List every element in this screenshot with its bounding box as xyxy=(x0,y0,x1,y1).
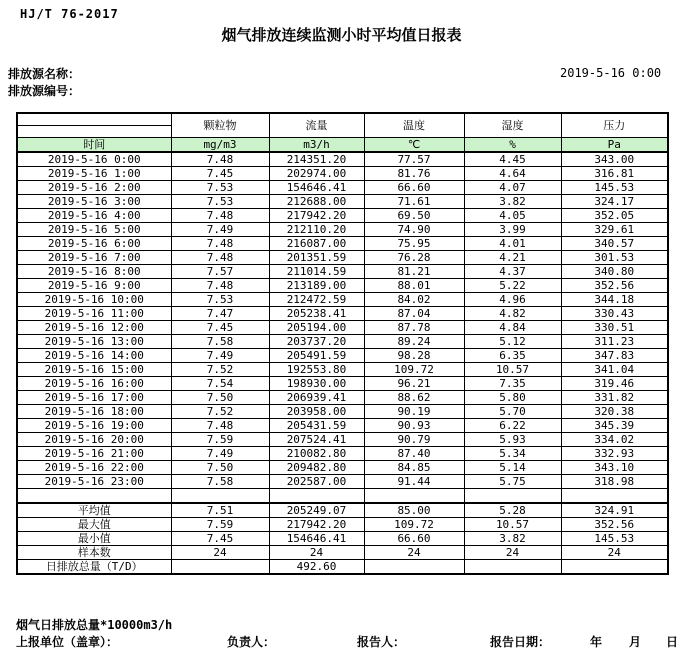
value-cell: 7.54 xyxy=(171,376,269,390)
value-cell: 90.93 xyxy=(364,418,464,432)
time-cell: 2019-5-16 6:00 xyxy=(17,236,171,250)
reporter-label: 报告人： xyxy=(357,635,406,649)
table-row xyxy=(17,194,668,208)
table-row xyxy=(17,474,668,488)
value-cell: 7.59 xyxy=(171,432,269,446)
time-cell: 2019-5-16 19:00 xyxy=(17,418,171,432)
value-cell: 109.72 xyxy=(364,518,464,532)
value-cell: 341.04 xyxy=(561,362,668,376)
value-cell: 81.21 xyxy=(364,264,464,278)
value-cell: 4.82 xyxy=(464,306,561,320)
value-cell: 202974.00 xyxy=(269,166,364,180)
summary-label-cell: 日排放总量（T/D） xyxy=(17,560,171,575)
table-row xyxy=(17,292,668,306)
standard-number: HJ/T 76-2017 xyxy=(20,7,119,21)
value-cell: 324.17 xyxy=(561,194,668,208)
value-cell: 202587.00 xyxy=(269,474,364,488)
table-row xyxy=(17,278,668,292)
time-cell: 2019-5-16 1:00 xyxy=(17,166,171,180)
table-row xyxy=(17,208,668,222)
summary-row xyxy=(17,503,668,518)
value-cell: 301.53 xyxy=(561,250,668,264)
value-cell: 3.99 xyxy=(464,222,561,236)
time-header-cell: 时间 xyxy=(17,137,171,152)
value-cell: 206939.41 xyxy=(269,390,364,404)
value-cell: 212472.59 xyxy=(269,292,364,306)
value-cell: 4.05 xyxy=(464,208,561,222)
table-row xyxy=(17,334,668,348)
header-spacer-cell xyxy=(17,125,171,137)
table-row xyxy=(17,390,668,404)
value-cell: 217942.20 xyxy=(269,518,364,532)
value-cell: 90.79 xyxy=(364,432,464,446)
value-cell: 316.81 xyxy=(561,166,668,180)
value-cell: 214351.20 xyxy=(269,152,364,167)
value-cell: 7.49 xyxy=(171,348,269,362)
value-cell: 24 xyxy=(269,546,364,560)
value-cell: 352.56 xyxy=(561,518,668,532)
value-cell: 344.18 xyxy=(561,292,668,306)
time-cell: 2019-5-16 20:00 xyxy=(17,432,171,446)
value-cell: 192553.80 xyxy=(269,362,364,376)
time-cell: 2019-5-16 9:00 xyxy=(17,278,171,292)
time-cell: 2019-5-16 12:00 xyxy=(17,320,171,334)
value-cell: 7.45 xyxy=(171,320,269,334)
value-cell: 7.48 xyxy=(171,208,269,222)
value-cell: 213189.00 xyxy=(269,278,364,292)
value-cell: 205249.07 xyxy=(269,503,364,518)
value-cell: 88.62 xyxy=(364,390,464,404)
value-cell: 6.22 xyxy=(464,418,561,432)
value-cell: 71.61 xyxy=(364,194,464,208)
value-cell: 203958.00 xyxy=(269,404,364,418)
value-cell: 87.78 xyxy=(364,320,464,334)
value-cell: 7.45 xyxy=(171,166,269,180)
summary-label-cell: 样本数 xyxy=(17,546,171,560)
table-row xyxy=(17,250,668,264)
summary-label-cell: 最大值 xyxy=(17,518,171,532)
value-cell: 4.64 xyxy=(464,166,561,180)
value-cell: 7.50 xyxy=(171,460,269,474)
value-cell: 91.44 xyxy=(364,474,464,488)
time-cell: 2019-5-16 14:00 xyxy=(17,348,171,362)
value-cell: 4.45 xyxy=(464,152,561,167)
value-cell: 10.57 xyxy=(464,518,561,532)
value-cell: 154646.41 xyxy=(269,532,364,546)
table-row xyxy=(17,376,668,390)
value-cell: 210082.80 xyxy=(269,446,364,460)
table-row xyxy=(17,166,668,180)
monitoring-table xyxy=(16,112,669,575)
time-cell: 2019-5-16 18:00 xyxy=(17,404,171,418)
report-datetime: 2019-5-16 0:00 xyxy=(560,66,662,80)
value-cell: 201351.59 xyxy=(269,250,364,264)
blank-separator xyxy=(17,488,668,503)
value-cell: 75.95 xyxy=(364,236,464,250)
value-cell: 205194.00 xyxy=(269,320,364,334)
value-cell: 5.12 xyxy=(464,334,561,348)
source-name-label: 排放源名称： xyxy=(8,67,81,81)
summary-row xyxy=(17,546,668,560)
value-cell: 209482.80 xyxy=(269,460,364,474)
value-cell: 4.37 xyxy=(464,264,561,278)
value-cell: 332.93 xyxy=(561,446,668,460)
value-cell: 7.58 xyxy=(171,474,269,488)
value-cell: 331.82 xyxy=(561,390,668,404)
unit-flow: m3/h xyxy=(269,137,364,152)
report-date-label: 报告日期： xyxy=(490,635,551,649)
value-cell: 81.76 xyxy=(364,166,464,180)
time-cell: 2019-5-16 4:00 xyxy=(17,208,171,222)
value-cell: 145.53 xyxy=(561,532,668,546)
table-row xyxy=(17,180,668,194)
column-header-particulate: 颗粒物 xyxy=(171,113,269,137)
unit-particulate: mg/m3 xyxy=(171,137,269,152)
value-cell: 7.53 xyxy=(171,180,269,194)
value-cell: 5.34 xyxy=(464,446,561,460)
report-unit-label: 上报单位（盖章）： xyxy=(16,635,119,649)
year-label: 年 xyxy=(590,635,603,649)
value-cell: 5.93 xyxy=(464,432,561,446)
value-cell: 7.57 xyxy=(171,264,269,278)
value-cell: 7.50 xyxy=(171,390,269,404)
value-cell: 66.60 xyxy=(364,180,464,194)
summary-row xyxy=(17,532,668,546)
column-header-humidity: 湿度 xyxy=(464,113,561,137)
value-cell: 74.90 xyxy=(364,222,464,236)
value-cell: 84.02 xyxy=(364,292,464,306)
value-cell: 24 xyxy=(364,546,464,560)
value-cell: 87.40 xyxy=(364,446,464,460)
value-cell: 87.04 xyxy=(364,306,464,320)
summary-row xyxy=(17,560,668,575)
value-cell: 340.80 xyxy=(561,264,668,278)
time-cell: 2019-5-16 22:00 xyxy=(17,460,171,474)
value-cell: 4.96 xyxy=(464,292,561,306)
unit-pressure: Pa xyxy=(561,137,668,152)
table-row xyxy=(17,320,668,334)
value-cell: 318.98 xyxy=(561,474,668,488)
value-cell: 6.35 xyxy=(464,348,561,362)
time-cell: 2019-5-16 0:00 xyxy=(17,152,171,167)
value-cell: 352.05 xyxy=(561,208,668,222)
responsible-label: 负责人： xyxy=(227,635,276,649)
value-cell: 216087.00 xyxy=(269,236,364,250)
time-cell: 2019-5-16 16:00 xyxy=(17,376,171,390)
blank-row xyxy=(17,488,668,503)
time-cell: 2019-5-16 7:00 xyxy=(17,250,171,264)
time-cell: 2019-5-16 10:00 xyxy=(17,292,171,306)
data-rows xyxy=(17,152,668,489)
value-cell: 7.53 xyxy=(171,194,269,208)
value-cell: 5.70 xyxy=(464,404,561,418)
time-cell: 2019-5-16 13:00 xyxy=(17,334,171,348)
header-spacer-row-1 xyxy=(17,113,668,125)
value-cell: 7.48 xyxy=(171,278,269,292)
time-cell: 2019-5-16 15:00 xyxy=(17,362,171,376)
value-cell: 7.45 xyxy=(171,532,269,546)
value-cell: 205238.41 xyxy=(269,306,364,320)
value-cell: 24 xyxy=(464,546,561,560)
value-cell: 492.60 xyxy=(269,560,364,575)
value-cell: 154646.41 xyxy=(269,180,364,194)
value-cell xyxy=(464,560,561,575)
table-row xyxy=(17,222,668,236)
table-row xyxy=(17,236,668,250)
value-cell: 352.56 xyxy=(561,278,668,292)
value-cell: 340.57 xyxy=(561,236,668,250)
value-cell: 5.28 xyxy=(464,503,561,518)
value-cell: 7.48 xyxy=(171,250,269,264)
day-label: 日 xyxy=(666,635,679,649)
value-cell: 96.21 xyxy=(364,376,464,390)
value-cell: 329.61 xyxy=(561,222,668,236)
value-cell: 4.01 xyxy=(464,236,561,250)
summary-label-cell: 平均值 xyxy=(17,503,171,518)
value-cell xyxy=(171,560,269,575)
value-cell: 211014.59 xyxy=(269,264,364,278)
value-cell: 217942.20 xyxy=(269,208,364,222)
table-row xyxy=(17,348,668,362)
value-cell: 319.46 xyxy=(561,376,668,390)
value-cell: 89.24 xyxy=(364,334,464,348)
column-header-pressure: 压力 xyxy=(561,113,668,137)
value-cell: 212110.20 xyxy=(269,222,364,236)
table-header xyxy=(17,113,668,152)
value-cell: 90.19 xyxy=(364,404,464,418)
value-cell: 24 xyxy=(561,546,668,560)
value-cell: 5.80 xyxy=(464,390,561,404)
value-cell: 4.84 xyxy=(464,320,561,334)
time-cell: 2019-5-16 3:00 xyxy=(17,194,171,208)
column-header-flow: 流量 xyxy=(269,113,364,137)
table-row xyxy=(17,460,668,474)
value-cell: 7.58 xyxy=(171,334,269,348)
value-cell xyxy=(364,560,464,575)
table-row xyxy=(17,404,668,418)
value-cell: 7.59 xyxy=(171,518,269,532)
value-cell: 7.51 xyxy=(171,503,269,518)
summary-label-cell: 最小值 xyxy=(17,532,171,546)
value-cell: 205431.59 xyxy=(269,418,364,432)
time-cell: 2019-5-16 11:00 xyxy=(17,306,171,320)
value-cell: 24 xyxy=(171,546,269,560)
value-cell: 109.72 xyxy=(364,362,464,376)
value-cell: 85.00 xyxy=(364,503,464,518)
value-cell: 345.39 xyxy=(561,418,668,432)
month-label: 月 xyxy=(629,635,642,649)
value-cell: 3.82 xyxy=(464,194,561,208)
summary-row xyxy=(17,518,668,532)
footer-note: 烟气日排放总量*10000m3/h xyxy=(16,618,173,632)
time-cell: 2019-5-16 17:00 xyxy=(17,390,171,404)
value-cell: 77.57 xyxy=(364,152,464,167)
page-title: 烟气排放连续监测小时平均值日报表 xyxy=(221,26,462,44)
table-row xyxy=(17,306,668,320)
value-cell: 7.49 xyxy=(171,446,269,460)
value-cell: 311.23 xyxy=(561,334,668,348)
table-row xyxy=(17,362,668,376)
value-cell: 7.35 xyxy=(464,376,561,390)
value-cell: 330.43 xyxy=(561,306,668,320)
value-cell: 3.82 xyxy=(464,532,561,546)
table-row xyxy=(17,432,668,446)
value-cell: 4.21 xyxy=(464,250,561,264)
time-cell: 2019-5-16 5:00 xyxy=(17,222,171,236)
value-cell: 347.83 xyxy=(561,348,668,362)
header-spacer-cell xyxy=(17,113,171,125)
value-cell: 7.48 xyxy=(171,152,269,167)
value-cell: 5.14 xyxy=(464,460,561,474)
value-cell: 98.28 xyxy=(364,348,464,362)
value-cell: 84.85 xyxy=(364,460,464,474)
value-cell: 198930.00 xyxy=(269,376,364,390)
value-cell: 7.52 xyxy=(171,404,269,418)
value-cell: 330.51 xyxy=(561,320,668,334)
table-row xyxy=(17,418,668,432)
value-cell: 4.07 xyxy=(464,180,561,194)
value-cell: 5.22 xyxy=(464,278,561,292)
value-cell: 334.02 xyxy=(561,432,668,446)
value-cell: 76.28 xyxy=(364,250,464,264)
value-cell: 343.00 xyxy=(561,152,668,167)
value-cell: 145.53 xyxy=(561,180,668,194)
value-cell: 10.57 xyxy=(464,362,561,376)
value-cell: 7.49 xyxy=(171,222,269,236)
value-cell: 212688.00 xyxy=(269,194,364,208)
value-cell: 7.48 xyxy=(171,236,269,250)
value-cell: 69.50 xyxy=(364,208,464,222)
time-cell: 2019-5-16 8:00 xyxy=(17,264,171,278)
unit-row xyxy=(17,137,668,152)
time-cell: 2019-5-16 2:00 xyxy=(17,180,171,194)
value-cell: 66.60 xyxy=(364,532,464,546)
value-cell: 7.52 xyxy=(171,362,269,376)
column-header-temperature: 温度 xyxy=(364,113,464,137)
source-id-label: 排放源编号： xyxy=(8,84,81,98)
value-cell: 343.10 xyxy=(561,460,668,474)
unit-temperature: ℃ xyxy=(364,137,464,152)
value-cell: 203737.20 xyxy=(269,334,364,348)
summary-rows xyxy=(17,503,668,574)
value-cell: 207524.41 xyxy=(269,432,364,446)
value-cell: 7.47 xyxy=(171,306,269,320)
time-cell: 2019-5-16 21:00 xyxy=(17,446,171,460)
time-cell: 2019-5-16 23:00 xyxy=(17,474,171,488)
value-cell xyxy=(561,560,668,575)
value-cell: 88.01 xyxy=(364,278,464,292)
table-row xyxy=(17,446,668,460)
value-cell: 7.53 xyxy=(171,292,269,306)
value-cell: 324.91 xyxy=(561,503,668,518)
value-cell: 5.75 xyxy=(464,474,561,488)
value-cell: 320.38 xyxy=(561,404,668,418)
unit-humidity: % xyxy=(464,137,561,152)
table-row xyxy=(17,264,668,278)
value-cell: 7.48 xyxy=(171,418,269,432)
value-cell: 205491.59 xyxy=(269,348,364,362)
table-row xyxy=(17,152,668,167)
